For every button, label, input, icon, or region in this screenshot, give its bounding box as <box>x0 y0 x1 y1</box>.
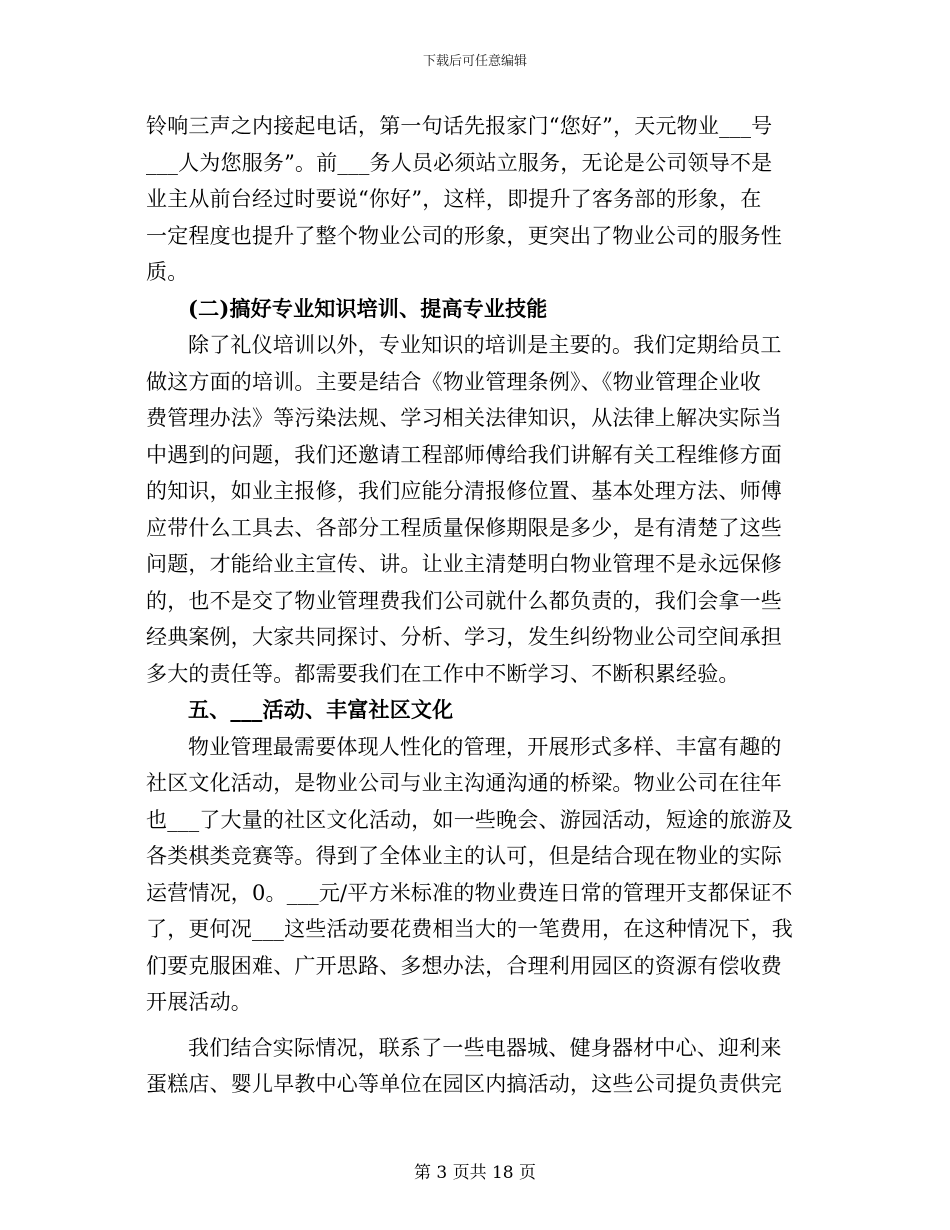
paragraph-line: 多大的责任等。都需要我们在工作中不断学习、不断积累经验。 <box>146 661 740 686</box>
paragraph-line: 物业管理最需要体现人性化的管理，开展形式多样、丰富有趣的 <box>188 734 782 759</box>
paragraph-spacing <box>146 1021 806 1030</box>
paragraph-line: 除了礼仪培训以外，专业知识的培训是主要的。我们定期给员工 <box>188 333 782 357</box>
paragraph-line: 做这方面的培训。主要是结合《物业管理条例》、《物业管理企业收 <box>146 369 761 394</box>
paragraph-line: 的，也不是交了物业管理费我们公司就什么都负责的，我们会拿一些 <box>146 588 782 613</box>
paragraph-line: 社区文化活动，是物业公司与业主沟通沟通的桥梁。物业公司在往年 <box>146 771 782 795</box>
paragraph-line: 们要克服困难、广开思路、多想办法，合理利用园区的资源有偿收费 <box>146 953 782 978</box>
paragraph-line: 业主从前台经过时要说“你好”，这样，即提升了客务部的形象，在 <box>146 187 762 211</box>
paragraph-line: 费管理办法》等污染法规、学习相关法律知识，从法律上解决实际当 <box>146 406 782 430</box>
paragraph-line: 铃响三声之内接起电话，第一句话先报家门“您好”，天元物业___号 <box>146 114 773 138</box>
paragraph-line: 运营情况，0。___元/平方米标准的物业费连日常的管理开支都保证不 <box>146 880 793 905</box>
paragraph-line: 质。 <box>146 260 189 284</box>
section-heading: (二)搞好专业知识培训、提高专业技能 <box>188 295 548 321</box>
paragraph-line: 也___了大量的社区文化活动，如一些晚会、游园活动，短途的旅游及 <box>146 807 793 832</box>
paragraph-line: 各类棋类竞赛等。得到了全体业主的认可，但是结合现在物业的实际 <box>146 844 782 868</box>
paragraph-line: 蛋糕店、婴儿早教中心等单位在园区内搞活动，这些公司提负责供完 <box>146 1072 782 1096</box>
paragraph-line: 一定程度也提升了整个物业公司的形象，更突出了物业公司的服务性 <box>146 223 782 248</box>
page-number-footer: 第 3 页共 18 页 <box>413 1163 537 1183</box>
document-body <box>146 108 806 1103</box>
paragraph-line: 的知识，如业主报修，我们应能分清报修位置、基本处理方法、师傅 <box>146 479 782 503</box>
paragraph-line: 中遇到的问题，我们还邀请工程部师傅给我们讲解有关工程维修方面 <box>146 442 782 467</box>
paragraph-line: 问题，才能给业主宣传、讲。让业主清楚明白物业管理不是永远保修 <box>146 552 782 576</box>
paragraph-line: 开展活动。 <box>146 990 252 1014</box>
paragraph-line: 应带什么工具去、各部分工程质量保修期限是多少，是有清楚了这些 <box>146 515 782 540</box>
paragraph-line: ___人为您服务”。前___务人员必须站立服务，无论是公司领导不是 <box>146 150 773 175</box>
paragraph-line: 经典案例，大家共同探讨、分析、学习，发生纠纷物业公司空间承担 <box>146 625 782 649</box>
section-heading: 五、___活动、丰富社区文化 <box>188 697 454 722</box>
paragraph-line: 我们结合实际情况，联系了一些电器城、健身器材中心、迎利来 <box>188 1035 782 1060</box>
page-header-note: 下载后可任意编辑 <box>422 54 527 69</box>
paragraph-line: 了，更何况___这些活动要花费相当大的一笔费用，在这种情况下，我 <box>146 917 793 941</box>
